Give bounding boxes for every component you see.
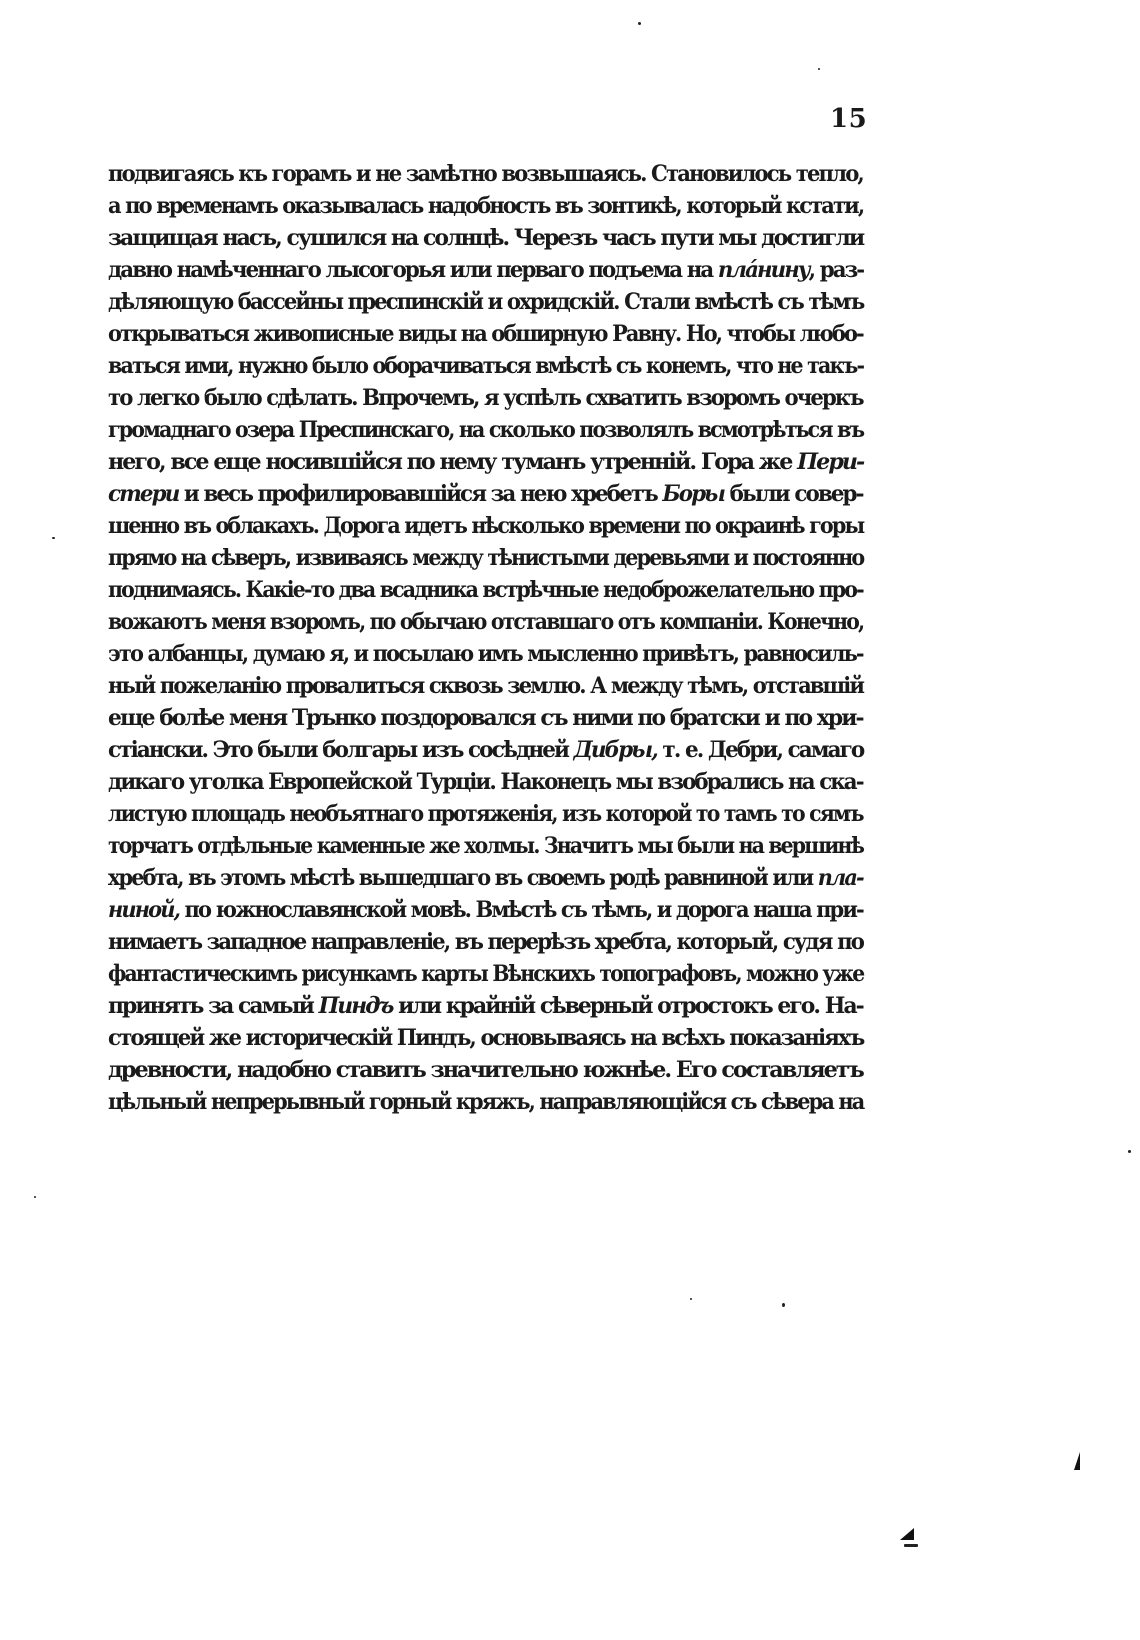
text-segment: то легко было сдѣлать. Впрочемъ, я успѣлъ схватить взоромъ очеркъ	[108, 385, 863, 411]
italic-term: стери	[108, 481, 179, 507]
text-segment: открываться живописные виды на обширную Равну. Но, чтобы любо-	[108, 321, 863, 347]
text-line	[108, 286, 864, 318]
text-segment: , раз-	[808, 257, 864, 283]
text-segment: подвигаясь къ горамъ и не замѣтно возвышаясь. Становилось тепло,	[108, 161, 863, 187]
text-segment: хребта, въ этомъ мѣстѣ вышедшаго въ своемъ родѣ равниной или	[108, 865, 818, 891]
text-segment: это албанцы, думаю я, и посылаю имъ мысленно привѣтъ, равносиль-	[108, 641, 863, 667]
italic-term: Пиндъ	[318, 993, 393, 1019]
text-line	[108, 446, 864, 478]
text-line	[108, 254, 864, 286]
scan-speck	[638, 22, 641, 25]
text-line	[108, 830, 864, 862]
text-segment: дѣляющую бассейны преспинскій и охридскій. Стали вмѣстѣ съ тѣмъ	[108, 289, 864, 315]
scan-speck	[904, 1544, 918, 1547]
text-line	[108, 1022, 864, 1054]
text-line	[108, 574, 863, 606]
text-line	[108, 638, 863, 670]
text-line	[108, 190, 864, 222]
text-segment: него, все еще носившійся по нему туманъ утренній. Гора же	[108, 449, 798, 475]
text-line	[108, 478, 863, 510]
text-segment: шенно въ облакахъ. Дорога идетъ нѣсколько времени по окраинѣ горы	[108, 513, 864, 539]
text-segment: цѣльный непрерывный горный кряжъ, направляющійся съ сѣвера на	[108, 1089, 864, 1115]
text-line	[108, 702, 863, 734]
text-line	[108, 158, 863, 190]
text-line	[108, 990, 863, 1022]
text-line	[108, 350, 864, 382]
text-line	[108, 926, 863, 958]
italic-term: Пери-	[797, 449, 864, 475]
italic-term: ниной,	[108, 897, 180, 923]
text-segment: нимаетъ западное направленіе, въ перерѣзъ хребта, который, судя по	[108, 929, 863, 955]
text-segment: были совер-	[724, 481, 863, 507]
text-line	[108, 958, 864, 990]
text-segment: вожаютъ меня взоромъ, по обычаю отставшаго отъ компаніи. Конечно,	[108, 609, 864, 635]
text-line	[108, 414, 864, 446]
text-segment: принять за самый	[108, 993, 319, 1019]
text-line	[108, 670, 864, 702]
text-segment: ваться ими, нужно было оборачиваться вмѣстѣ съ конемъ, что не такъ-	[108, 353, 864, 379]
text-line	[108, 318, 863, 350]
scan-speck	[1128, 1150, 1131, 1153]
text-line	[108, 542, 864, 574]
text-segment: по южнославянской мовѣ. Вмѣстѣ съ тѣмъ, и дорога наша при-	[179, 897, 863, 923]
text-segment: еще болѣе меня Трънко поздоровался съ ними по братски и по хри-	[108, 705, 863, 731]
text-line	[108, 382, 863, 414]
text-line	[108, 766, 863, 798]
text-segment: торчатъ отдѣльные каменные же холмы. Значитъ мы были на вершинѣ	[108, 833, 864, 859]
text-segment: или крайній сѣверный отростокъ его. На-	[392, 993, 863, 1019]
text-line	[108, 734, 864, 766]
text-segment: ный пожеланію провалиться сквозь землю. А между тѣмъ, отставшій	[108, 673, 864, 699]
text-segment: стіански. Это были болгары изъ сосѣдней	[108, 737, 574, 763]
text-segment: стоящей же историческій Пиндъ, основываясь на всѣхъ показаніяхъ	[108, 1025, 864, 1051]
text-segment: листую площадь необъятнаго протяженія, изъ которой то тамъ то сямъ	[108, 801, 863, 827]
text-line	[108, 862, 863, 894]
scan-speck	[690, 1298, 692, 1300]
italic-term: Дибры,	[573, 737, 657, 763]
scan-speck	[818, 68, 820, 70]
text-line	[108, 1086, 864, 1118]
text-line	[108, 222, 864, 254]
text-line	[108, 606, 864, 638]
text-line	[108, 1054, 863, 1086]
text-segment: и весь профилировавшійся за нею хребетъ	[178, 481, 663, 507]
scan-speck	[52, 537, 55, 539]
text-segment: т. е. Дебри, самаго	[656, 737, 864, 763]
page-number: 15	[830, 104, 868, 134]
body-text	[108, 158, 863, 1118]
text-segment: прямо на сѣверъ, извиваясь между тѣнистыми деревьями и постоянно	[108, 545, 864, 571]
text-line	[108, 894, 863, 926]
text-segment: давно намѣченнаго лысогорья или перваго подъема на	[108, 257, 718, 283]
text-segment: дикаго уголка Европейской Турціи. Наконецъ мы взобрались на ска-	[108, 769, 863, 795]
italic-term: Боры	[662, 481, 725, 507]
scan-speck	[34, 1196, 36, 1198]
text-segment: а по временамъ оказывалась надобность въ зонтикѣ, который кстати,	[108, 193, 864, 219]
corner-mark	[1074, 1452, 1080, 1470]
text-line	[108, 798, 863, 830]
text-segment: защищая насъ, сушился на солнцѣ. Черезъ часъ пути мы достигли	[108, 225, 864, 251]
text-segment: громаднаго озера Преспинскаго, на сколько позволялъ всмотрѣться въ	[108, 417, 864, 443]
text-line	[108, 510, 864, 542]
italic-term: пла-	[817, 865, 863, 891]
italic-term: плáнину	[717, 257, 809, 283]
scan-speck	[782, 1303, 785, 1307]
text-segment: фантастическимъ рисункамъ карты Вѣнскихъ топографовъ, можно уже	[108, 961, 864, 987]
corner-mark	[900, 1528, 914, 1540]
text-segment: древности, надобно ставить значительно южнѣе. Его составляетъ	[108, 1057, 863, 1083]
text-segment: поднимаясь. Какіе-то два всадника встрѣчные недоброжелательно про-	[108, 577, 863, 603]
